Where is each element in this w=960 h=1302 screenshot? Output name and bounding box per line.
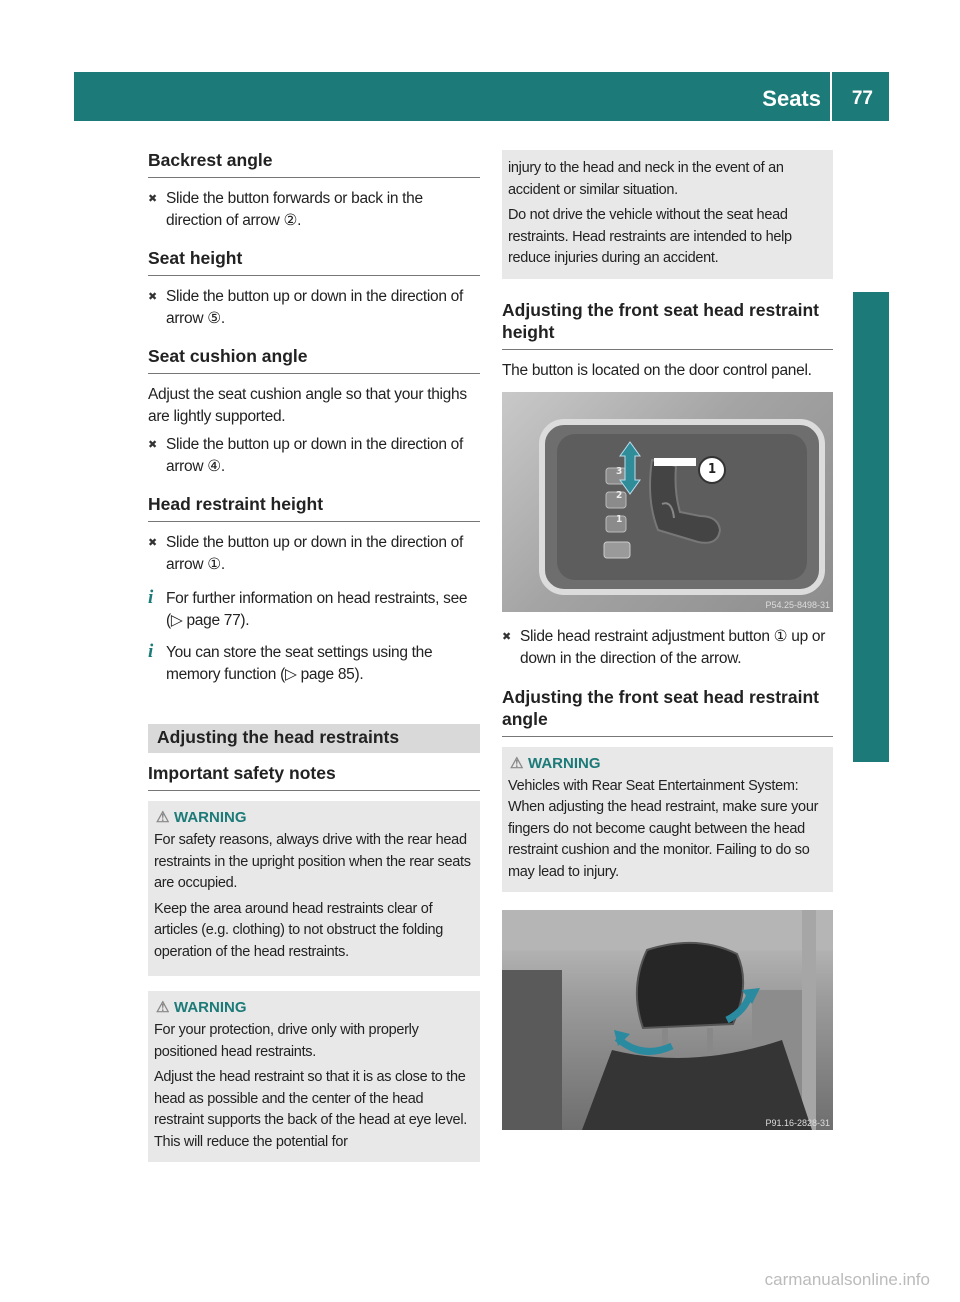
seat-height-instruction: ✖ Slide the button up or down in the direction of arrow ⑤. — [148, 286, 480, 330]
memory-button-label-1: 1 — [616, 513, 623, 525]
photo-caption: P91.16-2828-31 — [765, 1118, 830, 1128]
chapter-title: Seats, steering wheel and mirrors — [850, 415, 874, 760]
info-note-1-text: For further information on head restraints, see (▷ page 77). — [166, 590, 468, 629]
right-column — [502, 150, 833, 1130]
warning-title: ⚠ WARNING — [510, 754, 601, 772]
cushion-paragraph: Adjust the seat cushion angle so that your thighs are lightly supported. — [148, 386, 467, 425]
warning-text: For safety reasons, always drive with the rear head restraints in the upright position when the rear seats are occupied. — [154, 832, 471, 891]
warning-text: For your protection, drive only with properly positioned head restraints. — [154, 1022, 419, 1060]
section-title: Seats — [762, 86, 821, 111]
section-band-heading: Adjusting the head restraints — [148, 724, 480, 753]
cushion-instruction: ✖ Slide the button up or down in the direction of arrow ④. — [148, 434, 480, 478]
height-adjust-instruction: ✖ Slide head restraint adjustment button ① up or down in the direction of the arrow. — [502, 626, 833, 670]
photo-caption: P54.25-8498-31 — [765, 599, 830, 610]
backrest-instruction: ✖ Slide the button forwards or back in the direction of arrow ②. — [148, 188, 480, 232]
warning-box-1 — [148, 801, 480, 976]
head-restraint-photo — [502, 910, 833, 1130]
headrest-height-heading: Head restraint height — [148, 494, 480, 522]
angle-adjust-heading: Adjusting the front seat head restraint angle — [502, 686, 833, 737]
warning-triangle-icon: ⚠ — [156, 999, 170, 1016]
safety-heading: Important safety notes — [148, 763, 480, 791]
head-restraint-illustration — [502, 910, 833, 1130]
warning-text: Adjust the head restraint so that it is as close to the head as possible and the center of the head restraint supports the back of the head at eye level. This will reduce the potential for — [154, 1069, 467, 1150]
height-adjust-paragraph: The button is located on the door control panel. — [502, 361, 812, 379]
door-panel-photo — [502, 392, 833, 612]
warning-text: Keep the area around head restraints clear of articles (e.g. clothing) to not obstruct the folding operation of the head restraints. — [154, 900, 444, 960]
memory-button-label-3: 3 — [616, 465, 623, 477]
warning-text: Do not drive the vehicle without the seat head restraints. Head restraints are intended to help reduce injuries during an accident. — [508, 207, 792, 266]
warning-title: ⚠ WARNING — [156, 809, 247, 826]
info-note-2-text: You can store the seat settings using the memory function (▷ page 85). — [166, 644, 433, 683]
header-bar — [74, 72, 889, 121]
warning-text: injury to the head and neck in the event of an accident or similar situation. — [508, 160, 784, 198]
warning-title: ⚠ WARNING — [156, 999, 247, 1016]
info-note-2 — [148, 642, 480, 686]
footer-watermark: carmanualsonline.info — [764, 1270, 930, 1289]
warning-box-2 — [148, 991, 480, 1162]
backrest-heading: Backrest angle — [148, 150, 480, 178]
header-divider — [830, 72, 832, 121]
height-adjust-heading: Adjusting the front seat head restraint height — [502, 299, 833, 350]
info-note-1 — [148, 588, 480, 632]
seat-height-heading: Seat height — [148, 248, 480, 276]
left-column — [148, 150, 480, 1162]
warning-box-3 — [502, 747, 833, 893]
page-number: 77 — [851, 88, 873, 109]
headrest-instruction: ✖ Slide the button up or down in the direction of arrow ①. — [148, 532, 480, 576]
callout-1: 1 — [708, 461, 717, 477]
cushion-heading: Seat cushion angle — [148, 346, 480, 374]
warning-triangle-icon: ⚠ — [156, 809, 170, 826]
door-panel-illustration — [502, 392, 833, 612]
warning-text: Vehicles with Rear Seat Entertainment System: When adjusting the head restraint, make sure your fingers do not become caught between the head restraint cushion and the monitor. Failing to do so may lead to injury. — [508, 777, 819, 880]
warning-triangle-icon: ⚠ — [510, 754, 524, 772]
warning-continuation — [502, 150, 833, 279]
memory-button-label-2: 2 — [616, 489, 623, 501]
info-icon: i — [148, 641, 153, 662]
info-icon: i — [148, 587, 153, 608]
